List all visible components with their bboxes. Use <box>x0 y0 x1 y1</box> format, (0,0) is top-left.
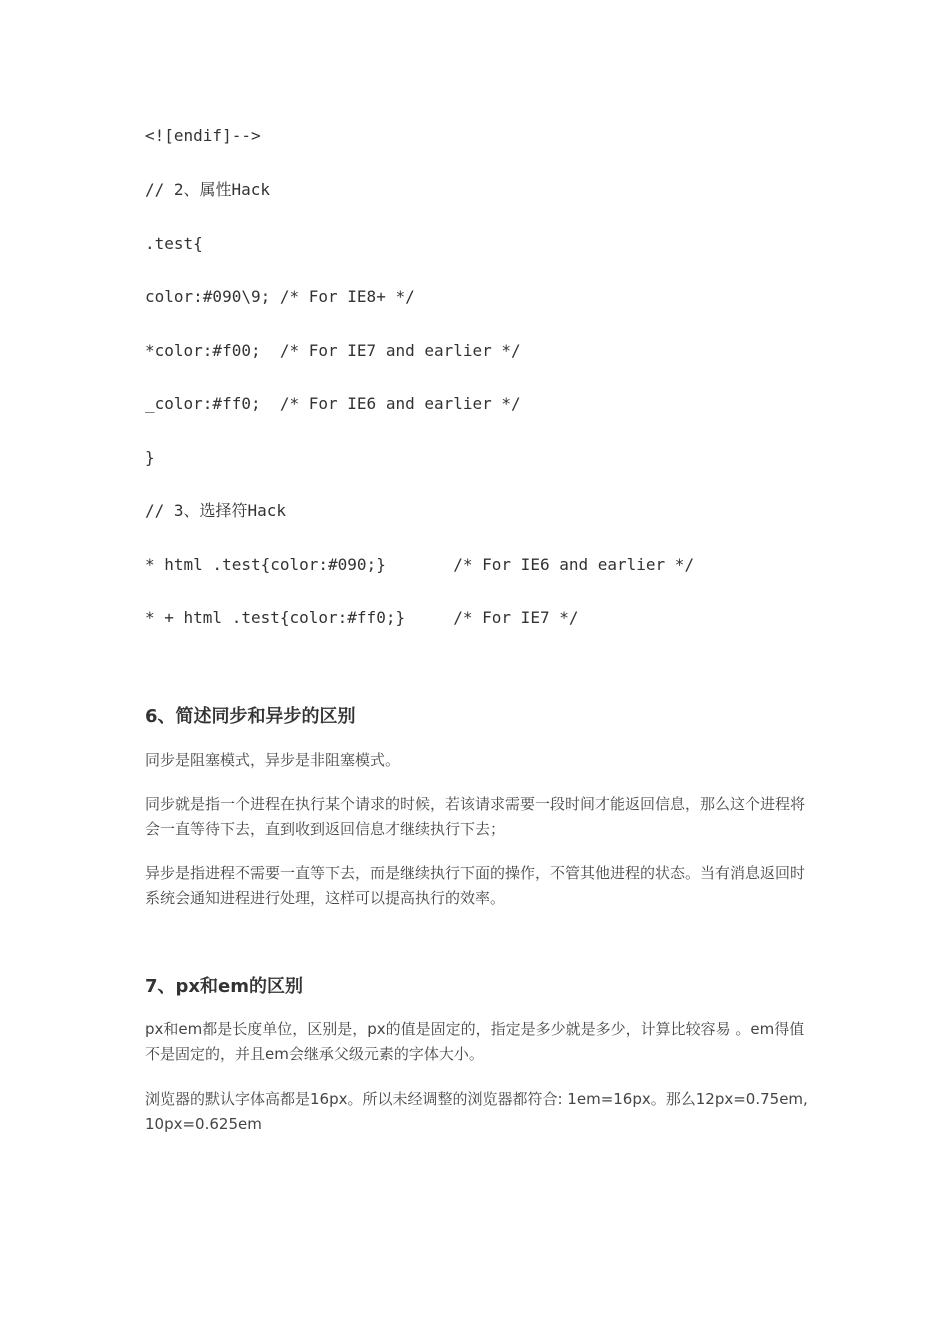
section-heading: 7、px和em的区别 <box>145 976 303 997</box>
code-line: * + html .test{color:#ff0;} /* For IE7 */ <box>145 608 579 627</box>
paragraph: 同步就是指一个进程在执行某个请求的时候，若该请求需要一段时间才能返回信息，那么这个进程将会一直等待下去，直到收到返回信息才继续执行下去； <box>145 795 806 838</box>
code-line: _color:#ff0; /* For IE6 and earlier */ <box>145 394 521 413</box>
paragraph: px和em都是长度单位，区别是，px的值是固定的，指定是多少就是多少，计算比较容易 。em得值不是固定的，并且em会继承父级元素的字体大小。 <box>145 1020 805 1063</box>
section-heading: 6、简述同步和异步的区别 <box>145 706 356 727</box>
code-line: * html .test{color:#090;} /* For IE6 and earlier */ <box>145 555 695 574</box>
code-line: // 2、属性Hack <box>145 180 271 199</box>
code-line: color:#090\9; /* For IE8+ */ <box>145 287 415 306</box>
code-line: // 3、选择符Hack <box>145 501 287 520</box>
paragraph: 浏览器的默认字体高都是16px。所以未经调整的浏览器都符合: 1em=16px。那么12px=0.75em, 10px=0.625em <box>145 1090 808 1133</box>
code-line: *color:#f00; /* For IE7 and earlier */ <box>145 341 521 360</box>
paragraph: 同步是阻塞模式，异步是非阻塞模式。 <box>145 751 401 769</box>
code-line: <![endif]--> <box>145 126 261 145</box>
paragraph: 异步是指进程不需要一直等下去，而是继续执行下面的操作，不管其他进程的状态。当有消息返回时系统会通知进程进行处理，这样可以提高执行的效率。 <box>145 864 806 907</box>
code-line: } <box>145 448 155 467</box>
code-line: .test{ <box>145 234 203 253</box>
